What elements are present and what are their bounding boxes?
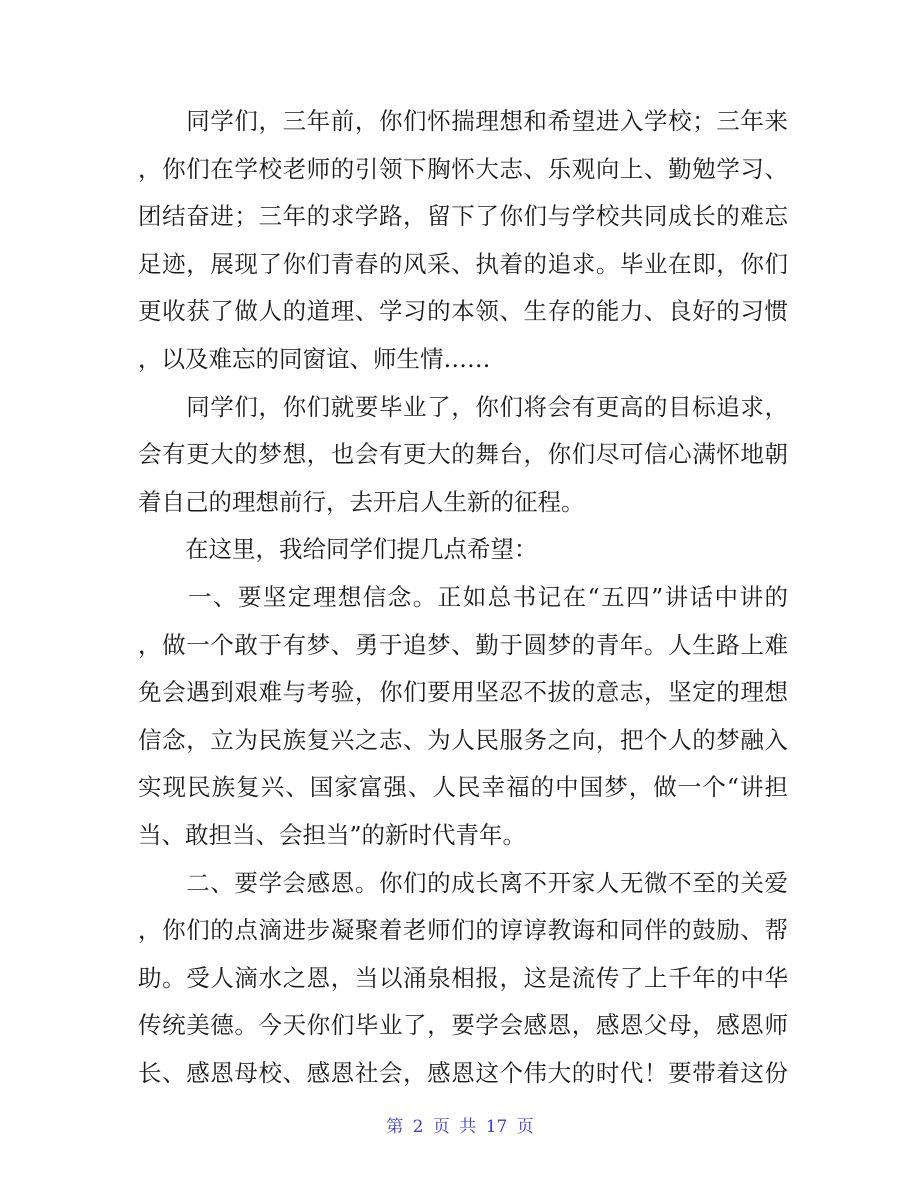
body-text (138, 98, 788, 1097)
text-line: 长、感恩母校、感恩社会，感恩这个伟大的时代！要带着这份 (138, 1058, 788, 1087)
text-line: 同学们，你们就要毕业了，你们将会有更高的目标追求， (138, 392, 788, 421)
text-line: 免会遇到艰难与考验，你们要用坚忍不拔的意志，坚定的理想 (138, 678, 788, 707)
text-line: 实现民族复兴、国家富强、人民幸福的中国梦，做一个“讲担 (138, 773, 788, 802)
text-line: ，以及难忘的同窗谊、师生情…… (138, 344, 491, 373)
text-line: 团结奋进；三年的求学路，留下了你们与学校共同成长的难忘 (138, 202, 788, 231)
text-line: 更收获了做人的道理、学习的本领、生存的能力、良好的习惯 (138, 297, 788, 326)
text-line: 助。受人滴水之恩，当以涌泉相报，这是流传了上千年的中华 (138, 963, 788, 992)
text-line: ，你们在学校老师的引领下胸怀大志、乐观向上、勤勉学习、 (138, 154, 788, 183)
text-line: 着自己的理想前行，去开启人生新的征程。 (138, 487, 585, 516)
page-number-footer: 第 2 页 共 17 页 (386, 1117, 534, 1137)
text-line: 同学们，三年前，你们怀揣理想和希望进入学校；三年来 (138, 107, 788, 135)
text-line: 一、要坚定理想信念。正如总书记在“五四”讲话中讲的 (138, 582, 788, 611)
text-line: 信念，立为民族复兴之志、为人民服务之向，把个人的梦融入 (138, 725, 788, 754)
text-line: 在这里，我给同学们提几点希望： (138, 535, 538, 564)
text-line: 二、要学会感恩。你们的成长离不开家人无微不至的关爱 (138, 868, 788, 897)
text-line: ，做一个敢于有梦、勇于追梦、勤于圆梦的青年。人生路上难 (138, 630, 788, 659)
text-line: 传统美德。今天你们毕业了，要学会感恩，感恩父母，感恩师 (138, 1011, 788, 1040)
text-line: 当、敢担当、会担当”的新时代青年。 (138, 820, 527, 849)
text-line: ，你们的点滴进步凝聚着老师们的谆谆教诲和同伴的鼓励、帮 (138, 916, 788, 945)
text-line: 会有更大的梦想，也会有更大的舞台，你们尽可信心满怀地朝 (138, 440, 788, 469)
text-line: 足迹，展现了你们青春的风采、执着的追求。毕业在即，你们 (138, 249, 788, 278)
